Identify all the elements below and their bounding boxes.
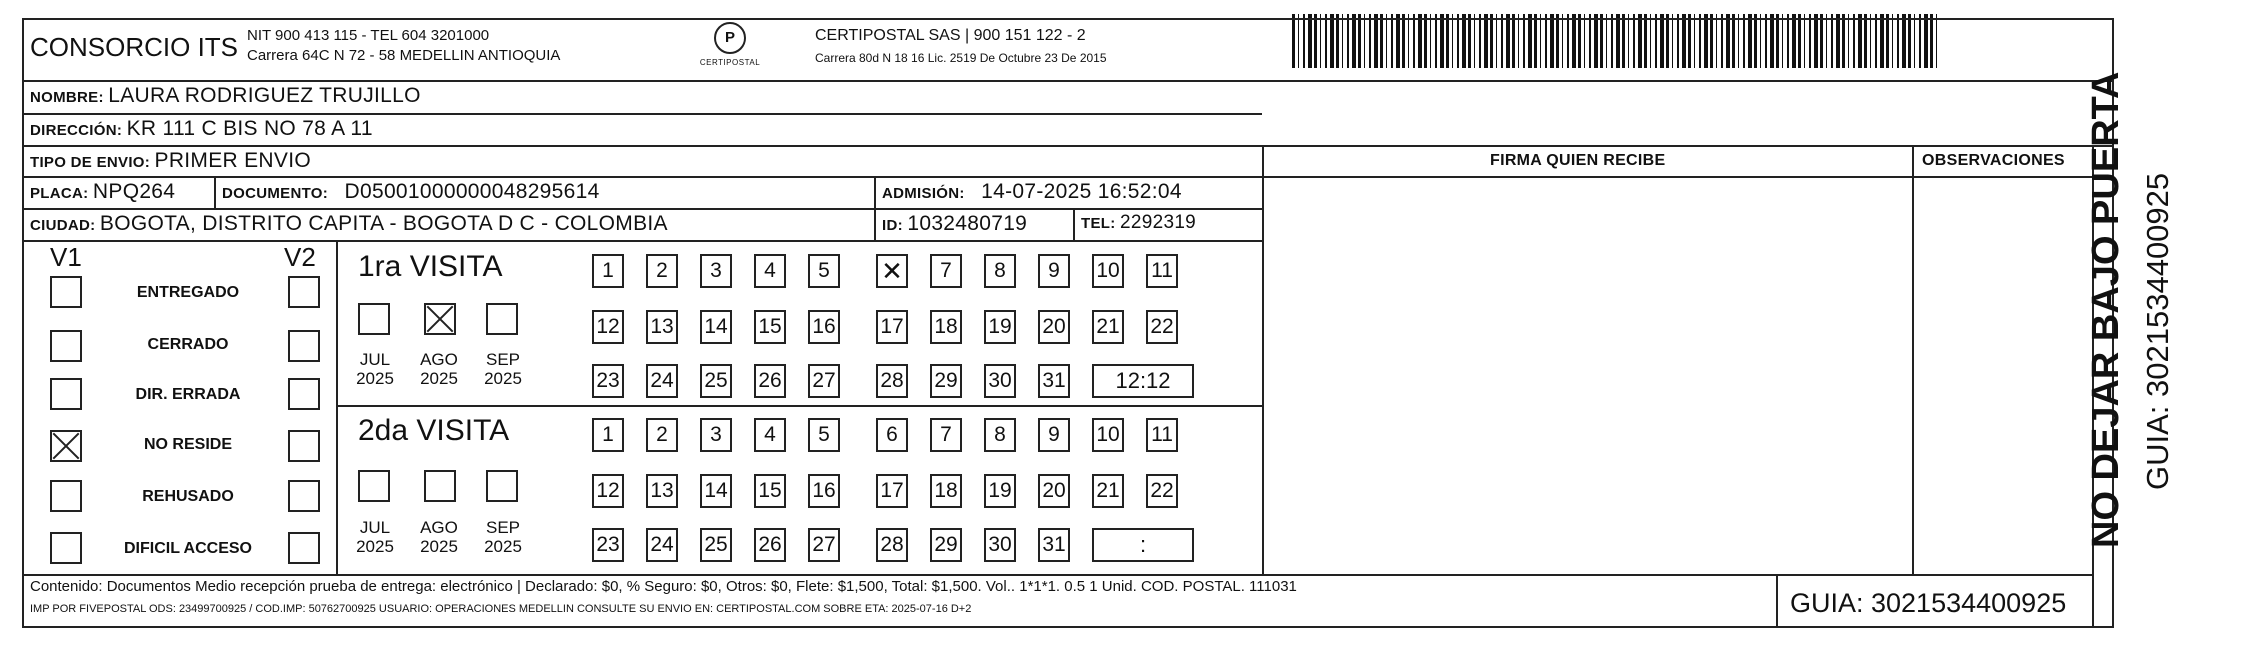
- first-visit-day-box[interactable]: 8: [984, 254, 1016, 288]
- first-visit-jul-checkbox[interactable]: [358, 303, 390, 335]
- tipo-label: TIPO DE ENVIO:: [30, 154, 151, 171]
- footer-imp: IMP POR FIVEPOSTAL ODS: 23499700925 / COD.IMP: 50762700925 USUARIO: OPERACIONES MEDELLIN CONSULTE SU ENVIO EN: CERTIPOSTAL.COM SOBRE ETA: 2025-07-16 D+2: [30, 603, 972, 615]
- second-visit-day-box[interactable]: 29: [930, 528, 962, 562]
- first-visit-day-box[interactable]: 11: [1146, 254, 1178, 288]
- v2-no-reside-checkbox[interactable]: [288, 430, 320, 462]
- id-label: ID:: [882, 217, 903, 234]
- shipment-type-row: [30, 149, 311, 173]
- documento-value: D05001000000048295614: [344, 180, 600, 203]
- second-visit-day-box[interactable]: 18: [930, 474, 962, 508]
- shipment-type: PRIMER ENVIO: [154, 149, 311, 172]
- second-visit-day-box[interactable]: 31: [1038, 528, 1070, 562]
- side-warning: NO DEJAR BAJO PUERTA: [2085, 71, 2127, 548]
- first-visit-day-box[interactable]: 15: [754, 310, 786, 344]
- second-visit-day-box[interactable]: 9: [1038, 418, 1070, 452]
- second-visit-day-box[interactable]: 11: [1146, 418, 1178, 452]
- second-visit-day-box[interactable]: 28: [876, 528, 908, 562]
- first-visit-day-box[interactable]: 24: [646, 364, 678, 398]
- first-visit-day-box[interactable]: 13: [646, 310, 678, 344]
- v1-label: V1: [50, 242, 82, 272]
- recipient-name-row: [30, 84, 421, 108]
- second-visit-time-box[interactable]: :: [1092, 528, 1194, 562]
- documento-field: [222, 180, 600, 204]
- first-visit-title: 1ra VISITA: [358, 250, 503, 283]
- second-visit-day-box[interactable]: 21: [1092, 474, 1124, 508]
- second-visit-day-box[interactable]: 3: [700, 418, 732, 452]
- placa-field: [30, 180, 175, 204]
- first-visit-ago-label: AGO 2025: [420, 350, 458, 388]
- second-visit-day-box[interactable]: 7: [930, 418, 962, 452]
- footer-contenido: Contenido: Documentos Medio recepción prueba de entrega: electrónico | Declarado: $0, % Seguro: $0, Otros: $0, Flete: $1,500, Total: $1,500. Vol.. 1*1*1. 0.5 1 Unid. COD. POSTAL. 111031: [30, 578, 1297, 595]
- v2-cerrado-checkbox[interactable]: [288, 330, 320, 362]
- second-visit-day-box[interactable]: 5: [808, 418, 840, 452]
- status-no-reside: NO RESIDE: [143, 436, 232, 453]
- first-visit-day-box[interactable]: 26: [754, 364, 786, 398]
- v1-dificil-acceso-checkbox[interactable]: [50, 532, 82, 564]
- signature-header: FIRMA QUIEN RECIBE: [1490, 152, 1666, 169]
- first-visit-day-box[interactable]: 12: [592, 310, 624, 344]
- courier-address: Carrera 80d N 18 16 Lic. 2519 De Octubre 23 De 2015: [815, 51, 1107, 65]
- status-dir-errada: DIR. ERRADA: [135, 386, 241, 403]
- id-field: [882, 212, 1027, 236]
- v2-entregado-checkbox[interactable]: [288, 276, 320, 308]
- second-visit-ago-label: AGO 2025: [420, 518, 458, 556]
- first-visit-day-box[interactable]: 9: [1038, 254, 1070, 288]
- nombre-label: NOMBRE:: [30, 89, 104, 106]
- first-visit-day-box[interactable]: 4: [754, 254, 786, 288]
- first-visit-sep-label: SEP 2025: [484, 350, 522, 388]
- ciudad-value: BOGOTA, DISTRITO CAPITA - BOGOTA D C - COLOMBIA: [99, 212, 668, 235]
- admision-value: 14-07-2025 16:52:04: [981, 180, 1182, 203]
- first-visit-day-box[interactable]: 25: [700, 364, 732, 398]
- ciudad-field: [30, 212, 668, 236]
- observations-header: OBSERVACIONES: [1922, 152, 2065, 169]
- second-visit-day-box[interactable]: 16: [808, 474, 840, 508]
- v1-entregado-checkbox[interactable]: [50, 276, 82, 308]
- company-name: CONSORCIO ITS: [30, 32, 239, 62]
- v2-rehusado-checkbox[interactable]: [288, 480, 320, 512]
- second-visit-sep-checkbox[interactable]: [486, 470, 518, 502]
- first-visit-day-box[interactable]: 30: [984, 364, 1016, 398]
- recipient-address: KR 111 C BIS NO 78 A 11: [126, 117, 373, 140]
- first-visit-day-box[interactable]: [876, 254, 908, 288]
- first-visit-day-box[interactable]: 28: [876, 364, 908, 398]
- first-visit-time-box[interactable]: 12:12: [1092, 364, 1194, 398]
- second-visit-day-box[interactable]: 14: [700, 474, 732, 508]
- second-visit-day-box[interactable]: 10: [1092, 418, 1124, 452]
- first-visit-day-box[interactable]: 31: [1038, 364, 1070, 398]
- placa-label: PLACA:: [30, 185, 89, 202]
- first-visit-day-box[interactable]: 7: [930, 254, 962, 288]
- placa-value: NPQ264: [92, 180, 176, 203]
- second-visit-day-box[interactable]: 15: [754, 474, 786, 508]
- admision-field: [882, 180, 1182, 204]
- second-visit-day-box[interactable]: 19: [984, 474, 1016, 508]
- tel-value: 2292319: [1119, 212, 1197, 233]
- recipient-address-row: [30, 117, 373, 141]
- second-visit-day-box[interactable]: 24: [646, 528, 678, 562]
- second-visit-day-box[interactable]: 26: [754, 528, 786, 562]
- status-entregado: ENTREGADO: [136, 284, 240, 301]
- second-visit-day-box[interactable]: 22: [1146, 474, 1178, 508]
- first-visit-sep-checkbox[interactable]: [486, 303, 518, 335]
- admision-label: ADMISIÓN:: [882, 185, 965, 202]
- ciudad-label: CIUDAD:: [30, 217, 96, 234]
- first-visit-day-box[interactable]: 10: [1092, 254, 1124, 288]
- second-visit-day-box[interactable]: 8: [984, 418, 1016, 452]
- first-visit-day-box[interactable]: 16: [808, 310, 840, 344]
- second-visit-day-box[interactable]: 1: [592, 418, 624, 452]
- first-visit-ago-checkbox[interactable]: [424, 303, 456, 335]
- v1-dir-errada-checkbox[interactable]: [50, 378, 82, 410]
- second-visit-day-box[interactable]: 17: [876, 474, 908, 508]
- v1-cerrado-checkbox[interactable]: [50, 330, 82, 362]
- second-visit-day-box[interactable]: 12: [592, 474, 624, 508]
- status-cerrado: CERRADO: [147, 336, 229, 353]
- first-visit-day-box[interactable]: 3: [700, 254, 732, 288]
- second-visit-title: 2da VISITA: [358, 414, 510, 447]
- first-visit-day-box[interactable]: 27: [808, 364, 840, 398]
- second-visit-day-box[interactable]: 6: [876, 418, 908, 452]
- logo-text: CERTIPOSTAL: [699, 58, 761, 67]
- first-visit-day-box[interactable]: 14: [700, 310, 732, 344]
- company-address: Carrera 64C N 72 - 58 MEDELLIN ANTIOQUIA: [247, 47, 561, 64]
- first-visit-day-box[interactable]: 1: [592, 254, 624, 288]
- company-nit: NIT 900 413 115 - TEL 604 3201000: [247, 27, 490, 44]
- second-visit-jul-label: JUL 2025: [356, 518, 394, 556]
- courier-info: CERTIPOSTAL SAS | 900 151 122 - 2: [815, 27, 1086, 44]
- tel-label: TEL:: [1081, 215, 1116, 232]
- side-guia: GUIA: 3021534400925: [2140, 172, 2175, 490]
- direccion-label: DIRECCIÓN:: [30, 122, 123, 139]
- second-visit-sep-label: SEP 2025: [484, 518, 522, 556]
- first-visit-jul-label: JUL 2025: [356, 350, 394, 388]
- v2-dificil-acceso-checkbox[interactable]: [288, 532, 320, 564]
- first-visit-day-box[interactable]: 23: [592, 364, 624, 398]
- first-visit-day-box[interactable]: 22: [1146, 310, 1178, 344]
- second-visit-day-box[interactable]: 4: [754, 418, 786, 452]
- footer-guia: GUIA: 3021534400925: [1790, 588, 2067, 618]
- first-visit-day-box[interactable]: 19: [984, 310, 1016, 344]
- first-visit-day-box[interactable]: 21: [1092, 310, 1124, 344]
- first-visit-day-box[interactable]: 5: [808, 254, 840, 288]
- status-dificil-acceso: DIFICIL ACCESO: [123, 540, 252, 557]
- first-visit-day-box[interactable]: 17: [876, 310, 908, 344]
- second-visit-day-box[interactable]: 20: [1038, 474, 1070, 508]
- v1-rehusado-checkbox[interactable]: [50, 480, 82, 512]
- second-visit-day-box[interactable]: 30: [984, 528, 1016, 562]
- v2-dir-errada-checkbox[interactable]: [288, 378, 320, 410]
- second-visit-day-box[interactable]: 25: [700, 528, 732, 562]
- postal-icon: P: [714, 22, 746, 54]
- second-visit-day-box[interactable]: 27: [808, 528, 840, 562]
- second-visit-ago-checkbox[interactable]: [424, 470, 456, 502]
- recipient-name: LAURA RODRIGUEZ TRUJILLO: [108, 84, 421, 107]
- second-visit-day-box[interactable]: 2: [646, 418, 678, 452]
- first-visit-day-box[interactable]: 29: [930, 364, 962, 398]
- second-visit-jul-checkbox[interactable]: [358, 470, 390, 502]
- first-visit-day-box[interactable]: 18: [930, 310, 962, 344]
- status-rehusado: REHUSADO: [142, 488, 234, 505]
- documento-label: DOCUMENTO:: [222, 185, 329, 202]
- second-visit-day-box[interactable]: 13: [646, 474, 678, 508]
- first-visit-day-box[interactable]: 2: [646, 254, 678, 288]
- id-value: 1032480719: [907, 212, 1028, 235]
- v1-no-reside-checkbox[interactable]: [50, 430, 82, 462]
- tel-field: [1081, 212, 1196, 234]
- first-visit-day-box[interactable]: 20: [1038, 310, 1070, 344]
- v2-label: V2: [284, 242, 316, 272]
- second-visit-day-box[interactable]: 23: [592, 528, 624, 562]
